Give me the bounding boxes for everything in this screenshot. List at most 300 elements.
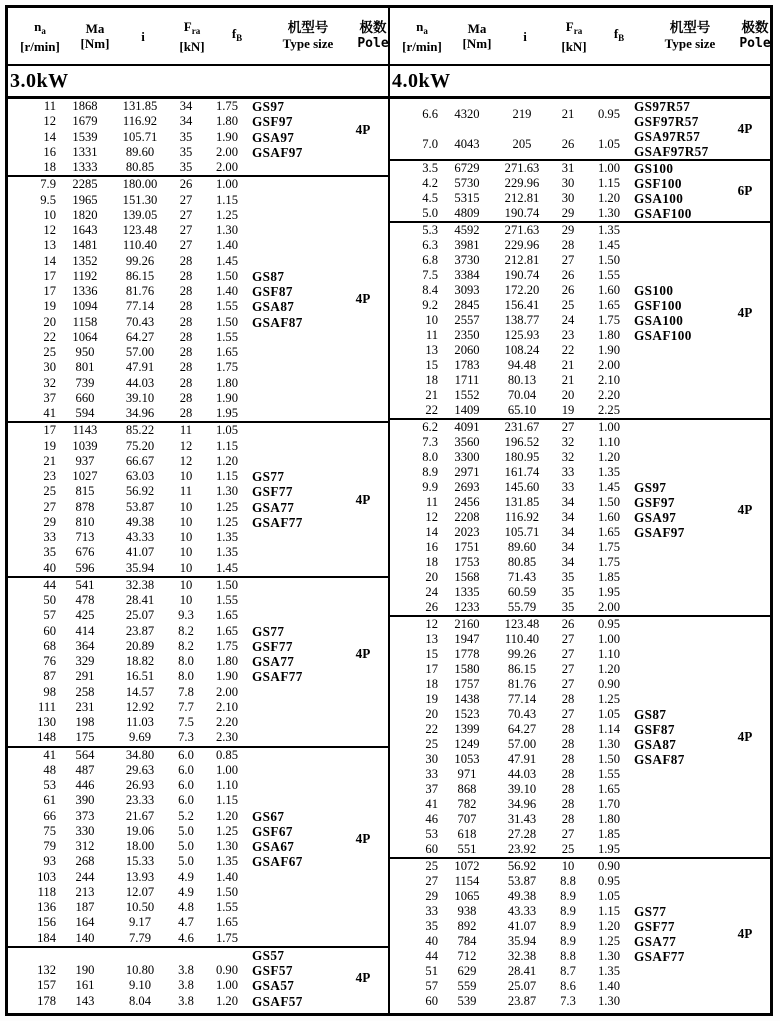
- cell-fra: 10: [179, 593, 193, 607]
- cell-ma: 1820: [72, 207, 98, 222]
- table-row: [8, 223, 388, 238]
- header-cell-i: i: [141, 28, 145, 44]
- cell-fra: 4.8: [178, 900, 194, 914]
- cell-ma: 784: [457, 934, 477, 948]
- cell-fb: 1.10: [597, 435, 621, 449]
- cell-na: 148: [37, 730, 56, 745]
- cell-fra: 8.6: [560, 979, 576, 993]
- ratio-block: [390, 221, 770, 418]
- cell-fb: 1.60: [597, 510, 621, 524]
- cell-fra: 3.8: [178, 978, 194, 993]
- cell-fra: 11: [179, 423, 193, 438]
- cell-fra: 10: [179, 545, 193, 560]
- cell-fra: 6.0: [178, 762, 194, 777]
- cell-fb: 1.90: [215, 669, 239, 684]
- table-row: [390, 677, 770, 692]
- cell-ma: 1753: [454, 555, 480, 569]
- cell-na: 30: [43, 360, 56, 375]
- type-size-label: GSA97R57: [634, 129, 701, 144]
- cell-fb: 1.00: [215, 762, 239, 777]
- table-row: [8, 284, 388, 299]
- cell-ma: 810: [75, 514, 95, 529]
- cell-fra: 10: [179, 560, 193, 575]
- table-row: [8, 854, 388, 869]
- cell-fra: 8.2: [178, 623, 194, 638]
- table-row: [390, 161, 770, 176]
- table-row: [390, 223, 770, 238]
- cell-ma: 2208: [454, 510, 480, 524]
- type-size-label: GSA77: [634, 934, 677, 949]
- cell-ma: 1711: [454, 373, 480, 387]
- cell-i: 116.92: [122, 114, 158, 129]
- header-cell-ma: Ma [Nm]: [80, 21, 110, 51]
- cell-fb: 1.90: [215, 129, 239, 144]
- cell-ma: 707: [457, 812, 477, 826]
- cell-i: 10.80: [125, 963, 155, 977]
- cell-i: 18.00: [125, 839, 155, 853]
- cell-ma: 330: [75, 823, 95, 838]
- cell-fra: 33: [561, 465, 575, 479]
- table-row: [390, 495, 770, 510]
- table-row: [8, 515, 388, 530]
- cell-i: 77.14: [507, 692, 537, 706]
- type-size-label: GSAF87: [634, 752, 685, 767]
- cell-ma: 1249: [454, 737, 480, 751]
- table-row: [390, 298, 770, 313]
- cell-fb: 1.30: [597, 994, 621, 1008]
- table-row: [390, 964, 770, 979]
- cell-na: 22: [425, 722, 438, 736]
- pole-label: 4P: [355, 121, 371, 137]
- cell-i: 25.07: [507, 979, 537, 993]
- cell-ma: 446: [75, 778, 95, 792]
- cell-fb: 1.55: [215, 900, 239, 914]
- cell-i: 56.92: [125, 484, 155, 499]
- cell-fb: 1.25: [597, 692, 621, 706]
- cell-na: 4.2: [422, 176, 438, 190]
- cell-na: 35: [425, 919, 438, 933]
- table-row: [390, 450, 770, 465]
- cell-na: 22: [43, 329, 56, 344]
- cell-na: 20: [43, 314, 56, 329]
- cell-na: 178: [37, 993, 56, 1008]
- cell-ma: 373: [75, 808, 95, 823]
- table-row: [390, 129, 770, 159]
- cell-i: 44.03: [125, 375, 155, 390]
- cell-i: 57.00: [125, 345, 155, 359]
- table-row: [8, 639, 388, 654]
- cell-ma: 1679: [72, 114, 98, 129]
- cell-i: 123.48: [122, 223, 158, 237]
- cell-na: 111: [38, 699, 56, 714]
- cell-fra: 34: [561, 495, 575, 509]
- cell-na: 33: [425, 904, 438, 918]
- cell-ma: 1233: [454, 600, 480, 614]
- cell-ma: 1580: [454, 662, 480, 676]
- cell-fb: 1.65: [215, 608, 239, 623]
- cell-fra: 10: [179, 577, 193, 592]
- cell-na: 46: [425, 812, 438, 826]
- cell-i: 105.71: [504, 525, 540, 539]
- table-row: [8, 715, 388, 730]
- cell-fra: 8.9: [560, 919, 576, 933]
- cell-ma: 1154: [454, 874, 480, 888]
- cell-fra: 35: [179, 144, 193, 159]
- cell-na: 57: [43, 608, 56, 623]
- cell-fra: 27: [179, 192, 193, 207]
- table-row: [390, 206, 770, 221]
- cell-ma: 1643: [72, 223, 98, 237]
- cell-fra: 27: [561, 420, 575, 434]
- table-row: [8, 469, 388, 484]
- type-size-label: GSAF77: [634, 949, 685, 964]
- cell-ma: 4592: [454, 223, 480, 237]
- cell-i: 28.41: [507, 964, 537, 978]
- cell-na: 6.8: [422, 253, 438, 267]
- table-row: [8, 748, 388, 763]
- cell-fb: 1.90: [597, 343, 621, 357]
- type-size-group: [634, 161, 692, 221]
- cell-ma: 1965: [72, 192, 98, 207]
- power-band-4kw: [390, 66, 770, 99]
- cell-fb: 1.50: [215, 268, 239, 283]
- cell-fra: 26: [561, 268, 575, 282]
- cell-fra: 28: [179, 406, 193, 420]
- cell-fb: 1.35: [215, 530, 239, 544]
- cell-ma: 1438: [454, 692, 480, 706]
- cell-fb: 1.00: [597, 420, 621, 434]
- cell-fra: 28: [179, 360, 193, 375]
- cell-fra: 26: [561, 617, 575, 631]
- cell-na: 93: [43, 854, 56, 869]
- cell-i: 57.00: [507, 737, 537, 751]
- cell-fb: 1.10: [215, 778, 239, 792]
- cell-i: 81.76: [507, 677, 537, 691]
- cell-fb: 1.45: [597, 238, 621, 252]
- cell-na: 11: [425, 328, 438, 342]
- cell-fra: 28: [561, 692, 575, 706]
- cell-na: 13: [425, 343, 438, 357]
- cell-fb: 2.30: [215, 730, 239, 745]
- cell-i: 9.10: [128, 978, 152, 993]
- cell-fra: 27: [179, 238, 193, 253]
- cell-na: 44: [43, 577, 56, 592]
- type-size-label: GS87: [252, 268, 285, 284]
- table-row: [8, 978, 388, 993]
- cell-na: 66: [43, 808, 56, 823]
- cell-ma: 2160: [454, 617, 480, 631]
- cell-i: 123.48: [504, 617, 540, 631]
- cell-na: 7.9: [40, 177, 56, 192]
- table-row: [390, 176, 770, 191]
- power-band-3kw: [8, 66, 388, 99]
- cell-ma: 541: [75, 577, 95, 592]
- cell-fb: 2.00: [215, 684, 239, 699]
- cell-ma: [56, 948, 114, 963]
- cell-fb: 1.30: [597, 737, 621, 751]
- cell-na: 76: [43, 654, 56, 668]
- cell-ma: 312: [75, 839, 95, 853]
- cell-i: 212.81: [504, 253, 540, 267]
- cell-i: 99.26: [507, 647, 537, 661]
- cell-fb: 1.05: [597, 137, 621, 151]
- cell-na: 37: [425, 782, 438, 796]
- cell-fra: 27: [561, 647, 575, 661]
- cell-i: 12.07: [125, 884, 155, 899]
- type-size-label: GS57: [252, 947, 285, 963]
- cell-fra: 4.6: [178, 930, 194, 945]
- cell-na: 16: [425, 540, 438, 554]
- cell-ma: 878: [75, 499, 95, 514]
- cell-na: 79: [43, 839, 56, 853]
- cell-fb: 1.65: [215, 623, 239, 638]
- cell-na: 68: [43, 638, 56, 653]
- cell-fb: 1.55: [597, 767, 621, 781]
- cell-ma: 676: [75, 545, 95, 560]
- cell-fb: 1.50: [597, 495, 621, 509]
- cell-fra: 34: [561, 555, 575, 569]
- table-row: [390, 191, 770, 206]
- table-row: [8, 593, 388, 608]
- cell-ma: 713: [75, 530, 95, 544]
- cell-na: 17: [43, 284, 56, 298]
- cell-ma: 2285: [72, 177, 98, 192]
- table-row: [8, 530, 388, 545]
- cell-na: 9.9: [422, 480, 438, 494]
- cell-i: 41.07: [125, 545, 155, 560]
- cell-ma: 244: [75, 869, 95, 884]
- cell-na: 14: [43, 129, 56, 144]
- cell-ma: 3384: [454, 268, 480, 282]
- cell-fb: 1.30: [597, 206, 621, 220]
- header-cell-type-size: 机型号 Type size: [282, 20, 334, 51]
- cell-fra: 27: [561, 632, 575, 646]
- cell-fb: 2.00: [597, 600, 621, 614]
- ratio-block: [390, 857, 770, 1009]
- cell-i: 23.33: [125, 793, 155, 808]
- cell-i: 47.91: [507, 752, 537, 766]
- cell-fb: 1.50: [215, 577, 239, 592]
- cell-fra: 21: [561, 107, 575, 121]
- cell-fra: 35: [179, 129, 193, 144]
- cell-fb: 1.20: [597, 191, 621, 205]
- cell-fra: 26: [179, 177, 193, 192]
- table-row: [8, 824, 388, 839]
- cell-ma: 3093: [454, 283, 480, 297]
- cell-ma: 5315: [454, 191, 480, 205]
- cell-ma: 231: [75, 699, 95, 714]
- cell-fb: 2.10: [597, 373, 621, 387]
- cell-ma: 892: [457, 919, 477, 933]
- ratio-block: [390, 615, 770, 857]
- cell-fra: 34: [179, 99, 193, 113]
- cell-i: 34.96: [125, 406, 155, 420]
- table-row: [390, 889, 770, 904]
- table-row: [8, 238, 388, 253]
- cell-fra: 25: [561, 842, 575, 856]
- table-row: [390, 842, 770, 857]
- cell-fb: 1.65: [597, 782, 621, 796]
- cell-i: 13.93: [125, 869, 155, 884]
- cell-i: 23.87: [125, 623, 155, 638]
- type-size-label: GS87: [634, 707, 667, 722]
- cell-i: 75.20: [125, 438, 155, 453]
- type-size-label: GSF77: [634, 919, 675, 934]
- type-size-label: GS67: [252, 808, 285, 824]
- table-row: [390, 420, 770, 435]
- cell-fra: 4.9: [178, 869, 194, 884]
- cell-ma: 329: [75, 654, 95, 668]
- table-row: [8, 900, 388, 915]
- cell-i: 66.67: [125, 453, 155, 468]
- type-size-label: GSF57: [252, 963, 293, 978]
- cell-na: 29: [425, 889, 438, 903]
- type-size-label: GSF97: [252, 114, 293, 130]
- cell-fra: 26: [561, 283, 575, 297]
- type-size-label: GSAF97: [634, 525, 685, 540]
- cell-i: 49.38: [507, 889, 537, 903]
- cell-ma: 868: [457, 782, 477, 796]
- cell-na: 29: [43, 514, 56, 529]
- cell-ma: 1065: [454, 889, 480, 903]
- table-row: [8, 730, 388, 745]
- cell-fb: 1.25: [215, 823, 239, 838]
- cell-na: 53: [43, 778, 56, 792]
- cell-fra: 28: [561, 782, 575, 796]
- table-row: [8, 700, 388, 715]
- table-row: [8, 778, 388, 793]
- cell-fra: 25: [561, 298, 575, 312]
- cell-i: 86.15: [507, 662, 537, 676]
- cell-ma: 938: [457, 904, 477, 918]
- header-cell-type-size: 机型号 Type size: [664, 20, 716, 51]
- cell-i: 31.43: [507, 812, 537, 826]
- column-header-row: [8, 8, 388, 66]
- cell-fb: 1.75: [215, 360, 239, 375]
- cell-fb: 1.50: [215, 884, 239, 899]
- cell-fra: 26: [561, 137, 575, 151]
- cell-fb: 0.90: [597, 859, 621, 873]
- cell-fb: [206, 948, 248, 963]
- table-row: [390, 994, 770, 1009]
- cell-i: 39.10: [507, 782, 537, 796]
- type-size-group: [252, 269, 303, 330]
- type-size-label: GSA77: [252, 654, 295, 669]
- type-size-label: GSAF100: [634, 206, 692, 221]
- type-size-label: GSF97R57: [634, 114, 699, 129]
- ratio-block: [8, 746, 388, 946]
- table-row: [390, 692, 770, 707]
- cell-i: 229.96: [504, 176, 540, 190]
- cell-i: 23.87: [507, 994, 537, 1008]
- cell-fra: 27: [179, 223, 193, 237]
- cell-fb: 1.80: [597, 328, 621, 342]
- type-size-group: [634, 99, 709, 159]
- cell-ma: 1757: [454, 677, 480, 691]
- cell-na: 75: [43, 823, 56, 838]
- cell-na: 18: [425, 373, 438, 387]
- cell-ma: 1039: [72, 438, 98, 453]
- cell-fra: 30: [561, 191, 575, 205]
- table-row: [390, 328, 770, 343]
- type-size-group: [634, 707, 685, 767]
- cell-ma: 6729: [454, 161, 480, 175]
- cell-fra: 28: [179, 253, 193, 268]
- table-row: [390, 874, 770, 889]
- cell-fb: 1.30: [215, 484, 239, 499]
- ratio-block: [8, 175, 388, 421]
- cell-na: 26: [425, 600, 438, 614]
- cell-na: 25: [43, 345, 56, 359]
- table-row: [390, 268, 770, 283]
- cell-fb: 1.90: [215, 390, 239, 405]
- ratio-block: [8, 421, 388, 576]
- table-row: [8, 948, 388, 963]
- cell-fb: 1.20: [597, 450, 621, 464]
- cell-fb: 1.75: [215, 99, 239, 113]
- cell-fb: 2.25: [597, 403, 621, 417]
- table-row: [8, 345, 388, 360]
- cell-fb: 0.95: [597, 107, 621, 121]
- type-size-label: GS100: [634, 161, 674, 176]
- cell-na: 6.3: [422, 238, 438, 252]
- cell-i: 15.33: [125, 854, 155, 869]
- cell-fb: 1.45: [597, 480, 621, 494]
- cell-fb: 1.10: [597, 647, 621, 661]
- cell-ma: 1481: [72, 238, 98, 253]
- cell-na: 12: [43, 223, 56, 237]
- cell-ma: 1751: [454, 540, 480, 554]
- cell-i: 138.77: [504, 313, 540, 327]
- cell-fra: 8.9: [560, 889, 576, 903]
- table-row: [8, 931, 388, 946]
- cell-fb: 2.00: [215, 144, 239, 159]
- type-size-label: GS77: [252, 623, 285, 639]
- cell-fb: 1.65: [597, 525, 621, 539]
- cell-fb: 1.15: [215, 438, 239, 453]
- cell-i: 116.92: [504, 510, 540, 524]
- pole-label: 4P: [355, 291, 371, 307]
- cell-ma: 1072: [454, 859, 480, 873]
- cell-i: 125.93: [504, 328, 540, 342]
- pole-label: 4P: [355, 970, 371, 986]
- cell-fb: 0.90: [215, 963, 239, 977]
- cell-na: 53: [425, 827, 438, 841]
- cell-na: 9.2: [422, 298, 438, 312]
- table-row: [8, 130, 388, 145]
- cell-na: 17: [425, 662, 438, 676]
- cell-fb: 1.00: [215, 978, 239, 993]
- cell-i: 80.85: [507, 555, 537, 569]
- cell-fb: 1.65: [597, 298, 621, 312]
- cell-i: 271.63: [504, 223, 540, 237]
- cell-i: 35.94: [125, 560, 155, 575]
- cell-fra: 8.2: [178, 638, 194, 653]
- cell-ma: 1335: [454, 585, 480, 599]
- cell-fb: 1.50: [597, 752, 621, 766]
- cell-ma: 739: [75, 375, 95, 390]
- cell-i: 25.07: [125, 608, 155, 623]
- table-row: [390, 647, 770, 662]
- table-row: [8, 624, 388, 639]
- cell-ma: 2350: [454, 328, 480, 342]
- cell-fra: 12: [179, 453, 193, 468]
- cell-fb: 1.55: [215, 329, 239, 344]
- table-row: [8, 406, 388, 421]
- table-row: [390, 737, 770, 752]
- ratio-block: [8, 99, 388, 175]
- cell-ma: 213: [75, 884, 95, 899]
